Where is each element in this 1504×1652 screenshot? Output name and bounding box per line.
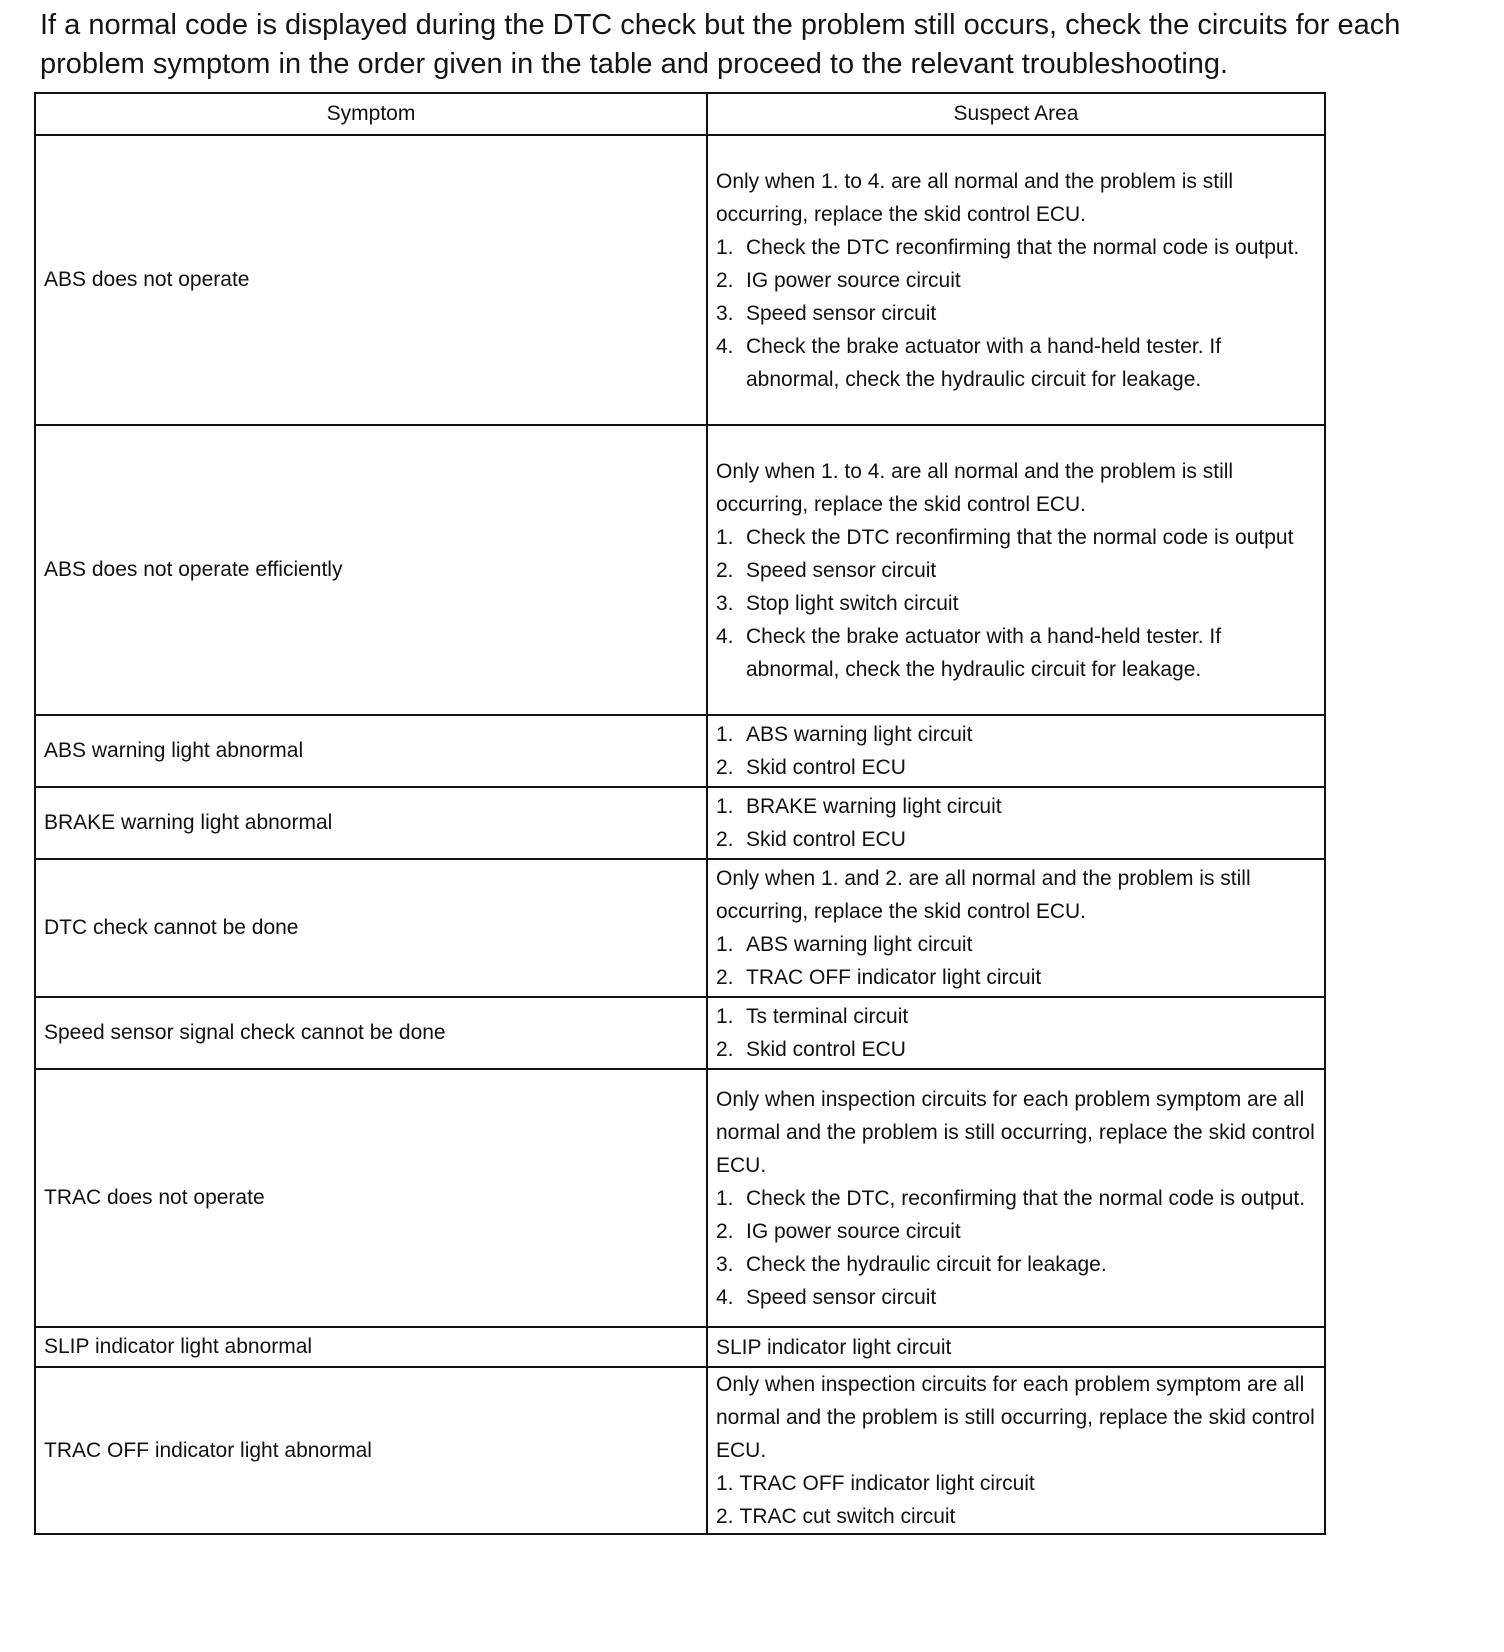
list-item	[716, 1000, 1316, 1033]
suspect-area-note: Only when 1. and 2. are all normal and the problem is still occurring, replace the skid control ECU.	[716, 867, 1251, 923]
table-row	[35, 425, 1325, 715]
list-item	[716, 231, 1316, 264]
list-item-text: ABS warning light circuit	[746, 933, 973, 956]
list-item	[716, 790, 1316, 823]
list-item	[716, 1033, 1316, 1066]
list-item	[716, 554, 1316, 587]
list-item-text: IG power source circuit	[746, 1219, 961, 1243]
list-item-number: 1.	[716, 1472, 734, 1495]
suspect-area-list	[716, 790, 1316, 856]
symptom-cell: TRAC OFF indicator light abnormal	[35, 1367, 707, 1534]
list-item-number: 2.	[716, 1038, 734, 1061]
table-header-row	[35, 93, 1325, 135]
list-item-number: 1.	[716, 933, 734, 956]
list-item-text: Speed sensor circuit	[746, 558, 937, 582]
suspect-area-note: Only when inspection circuits for each problem symptom are all normal and the problem is still occurring, replace the skid control ECU.	[716, 1087, 1315, 1177]
list-item-number: 3.	[716, 591, 734, 615]
symptom-table	[34, 92, 1326, 1535]
table-row	[35, 787, 1325, 859]
suspect-area-cell	[707, 1367, 1325, 1534]
list-item-text: Check the DTC reconfirming that the normal code is output	[746, 525, 1294, 549]
suspect-area-cell	[707, 787, 1325, 859]
list-item	[716, 1182, 1316, 1215]
suspect-area-note: Only when 1. to 4. are all normal and the problem is still occurring, replace the skid control ECU.	[716, 169, 1234, 226]
suspect-area-list	[716, 928, 1316, 994]
column-header-suspect-area: Suspect Area	[707, 93, 1325, 135]
table-row	[35, 1327, 1325, 1367]
list-item-number: 4.	[716, 624, 734, 648]
suspect-area-cell	[707, 715, 1325, 787]
table-row	[35, 715, 1325, 787]
symptom-cell: ABS does not operate	[35, 135, 707, 425]
suspect-area-cell	[707, 135, 1325, 425]
list-item-number: 1.	[716, 525, 734, 549]
list-item	[716, 1281, 1316, 1314]
symptom-cell: Speed sensor signal check cannot be done	[35, 997, 707, 1069]
list-item-number: 3.	[716, 1252, 734, 1276]
suspect-area-cell	[707, 1327, 1325, 1367]
list-item	[716, 521, 1316, 554]
suspect-area-note: Only when inspection circuits for each problem symptom are all normal and the problem is still occurring, replace the skid control ECU.	[716, 1373, 1315, 1462]
list-item	[716, 928, 1316, 961]
symptom-cell: ABS does not operate efficiently	[35, 425, 707, 715]
list-item-text: Skid control ECU	[746, 1038, 906, 1061]
list-item	[716, 751, 1316, 784]
list-item	[716, 297, 1316, 330]
list-item-text: Check the DTC, reconfirming that the normal code is output.	[746, 1186, 1306, 1210]
suspect-area-text: SLIP indicator light circuit	[716, 1335, 952, 1359]
symptom-cell: BRAKE warning light abnormal	[35, 787, 707, 859]
table-row	[35, 859, 1325, 997]
table-row	[35, 997, 1325, 1069]
list-item	[716, 587, 1316, 620]
list-item-text: TRAC OFF indicator light circuit	[746, 966, 1042, 989]
suspect-area-cell	[707, 997, 1325, 1069]
list-item-text: Check the DTC reconfirming that the normal code is output.	[746, 235, 1300, 259]
list-item-number: 1.	[716, 723, 734, 746]
list-item-text: Check the hydraulic circuit for leakage.	[746, 1252, 1107, 1276]
suspect-area-cell	[707, 1069, 1325, 1327]
list-item-number: 2.	[716, 1505, 734, 1528]
list-item-number: 4.	[716, 334, 734, 358]
list-item-text: Speed sensor circuit	[746, 1285, 937, 1309]
list-item-text: IG power source circuit	[746, 268, 961, 292]
list-item-text: Check the brake actuator with a hand-held tester. If abnormal, check the hydraulic circuit for leakage.	[746, 624, 1222, 681]
list-item-number: 1.	[716, 1005, 734, 1028]
list-item-number: 1.	[716, 235, 734, 259]
table-row	[35, 1367, 1325, 1534]
list-item	[716, 1467, 1316, 1500]
list-item	[716, 1500, 1316, 1533]
list-item-text: TRAC OFF indicator light circuit	[739, 1472, 1035, 1495]
list-item	[716, 330, 1316, 396]
list-item	[716, 718, 1316, 751]
suspect-area-list	[716, 1182, 1316, 1314]
list-item-text: ABS warning light circuit	[746, 723, 973, 746]
list-item-text: Stop light switch circuit	[746, 591, 959, 615]
list-item-text: BRAKE warning light circuit	[746, 795, 1002, 818]
list-item-number: 2.	[716, 966, 734, 989]
list-item-number: 2.	[716, 268, 734, 292]
list-item-text: Ts terminal circuit	[746, 1005, 909, 1028]
symptom-cell: ABS warning light abnormal	[35, 715, 707, 787]
symptom-cell: DTC check cannot be done	[35, 859, 707, 997]
suspect-area-list	[716, 231, 1316, 396]
intro-paragraph: If a normal code is displayed during the DTC check but the problem still occurs, check the circuits for each problem symptom in the order given in the table and proceed to the relevant troubleshooting.	[40, 9, 1401, 80]
table-row	[35, 1069, 1325, 1327]
suspect-area-list	[716, 718, 1316, 784]
list-item	[716, 823, 1316, 856]
suspect-area-list	[716, 1000, 1316, 1066]
suspect-area-note: Only when 1. to 4. are all normal and the problem is still occurring, replace the skid control ECU.	[716, 459, 1234, 516]
column-header-symptom: Symptom	[35, 93, 707, 135]
list-item	[716, 1248, 1316, 1281]
list-item-number: 2.	[716, 828, 734, 851]
list-item-text: Check the brake actuator with a hand-held tester. If abnormal, check the hydraulic circuit for leakage.	[746, 334, 1222, 391]
list-item-text: Speed sensor circuit	[746, 301, 937, 325]
list-item-text: Skid control ECU	[746, 756, 906, 779]
list-item	[716, 1215, 1316, 1248]
table-body	[35, 135, 1325, 1534]
symptom-cell: TRAC does not operate	[35, 1069, 707, 1327]
list-item-number: 3.	[716, 301, 734, 325]
suspect-area-list	[716, 521, 1316, 686]
suspect-area-cell	[707, 859, 1325, 997]
list-item-number: 2.	[716, 1219, 734, 1243]
list-item	[716, 620, 1316, 686]
list-item	[716, 961, 1316, 994]
list-item-number: 1.	[716, 795, 734, 818]
list-item-number: 2.	[716, 756, 734, 779]
symptom-cell: SLIP indicator light abnormal	[35, 1327, 707, 1367]
suspect-area-cell	[707, 425, 1325, 715]
list-item-text: TRAC cut switch circuit	[739, 1505, 956, 1528]
table-row	[35, 135, 1325, 425]
list-item-number: 4.	[716, 1285, 734, 1309]
list-item-number: 1.	[716, 1186, 734, 1210]
list-item	[716, 264, 1316, 297]
list-item-text: Skid control ECU	[746, 828, 906, 851]
list-item-number: 2.	[716, 558, 734, 582]
suspect-area-list	[716, 1467, 1316, 1533]
